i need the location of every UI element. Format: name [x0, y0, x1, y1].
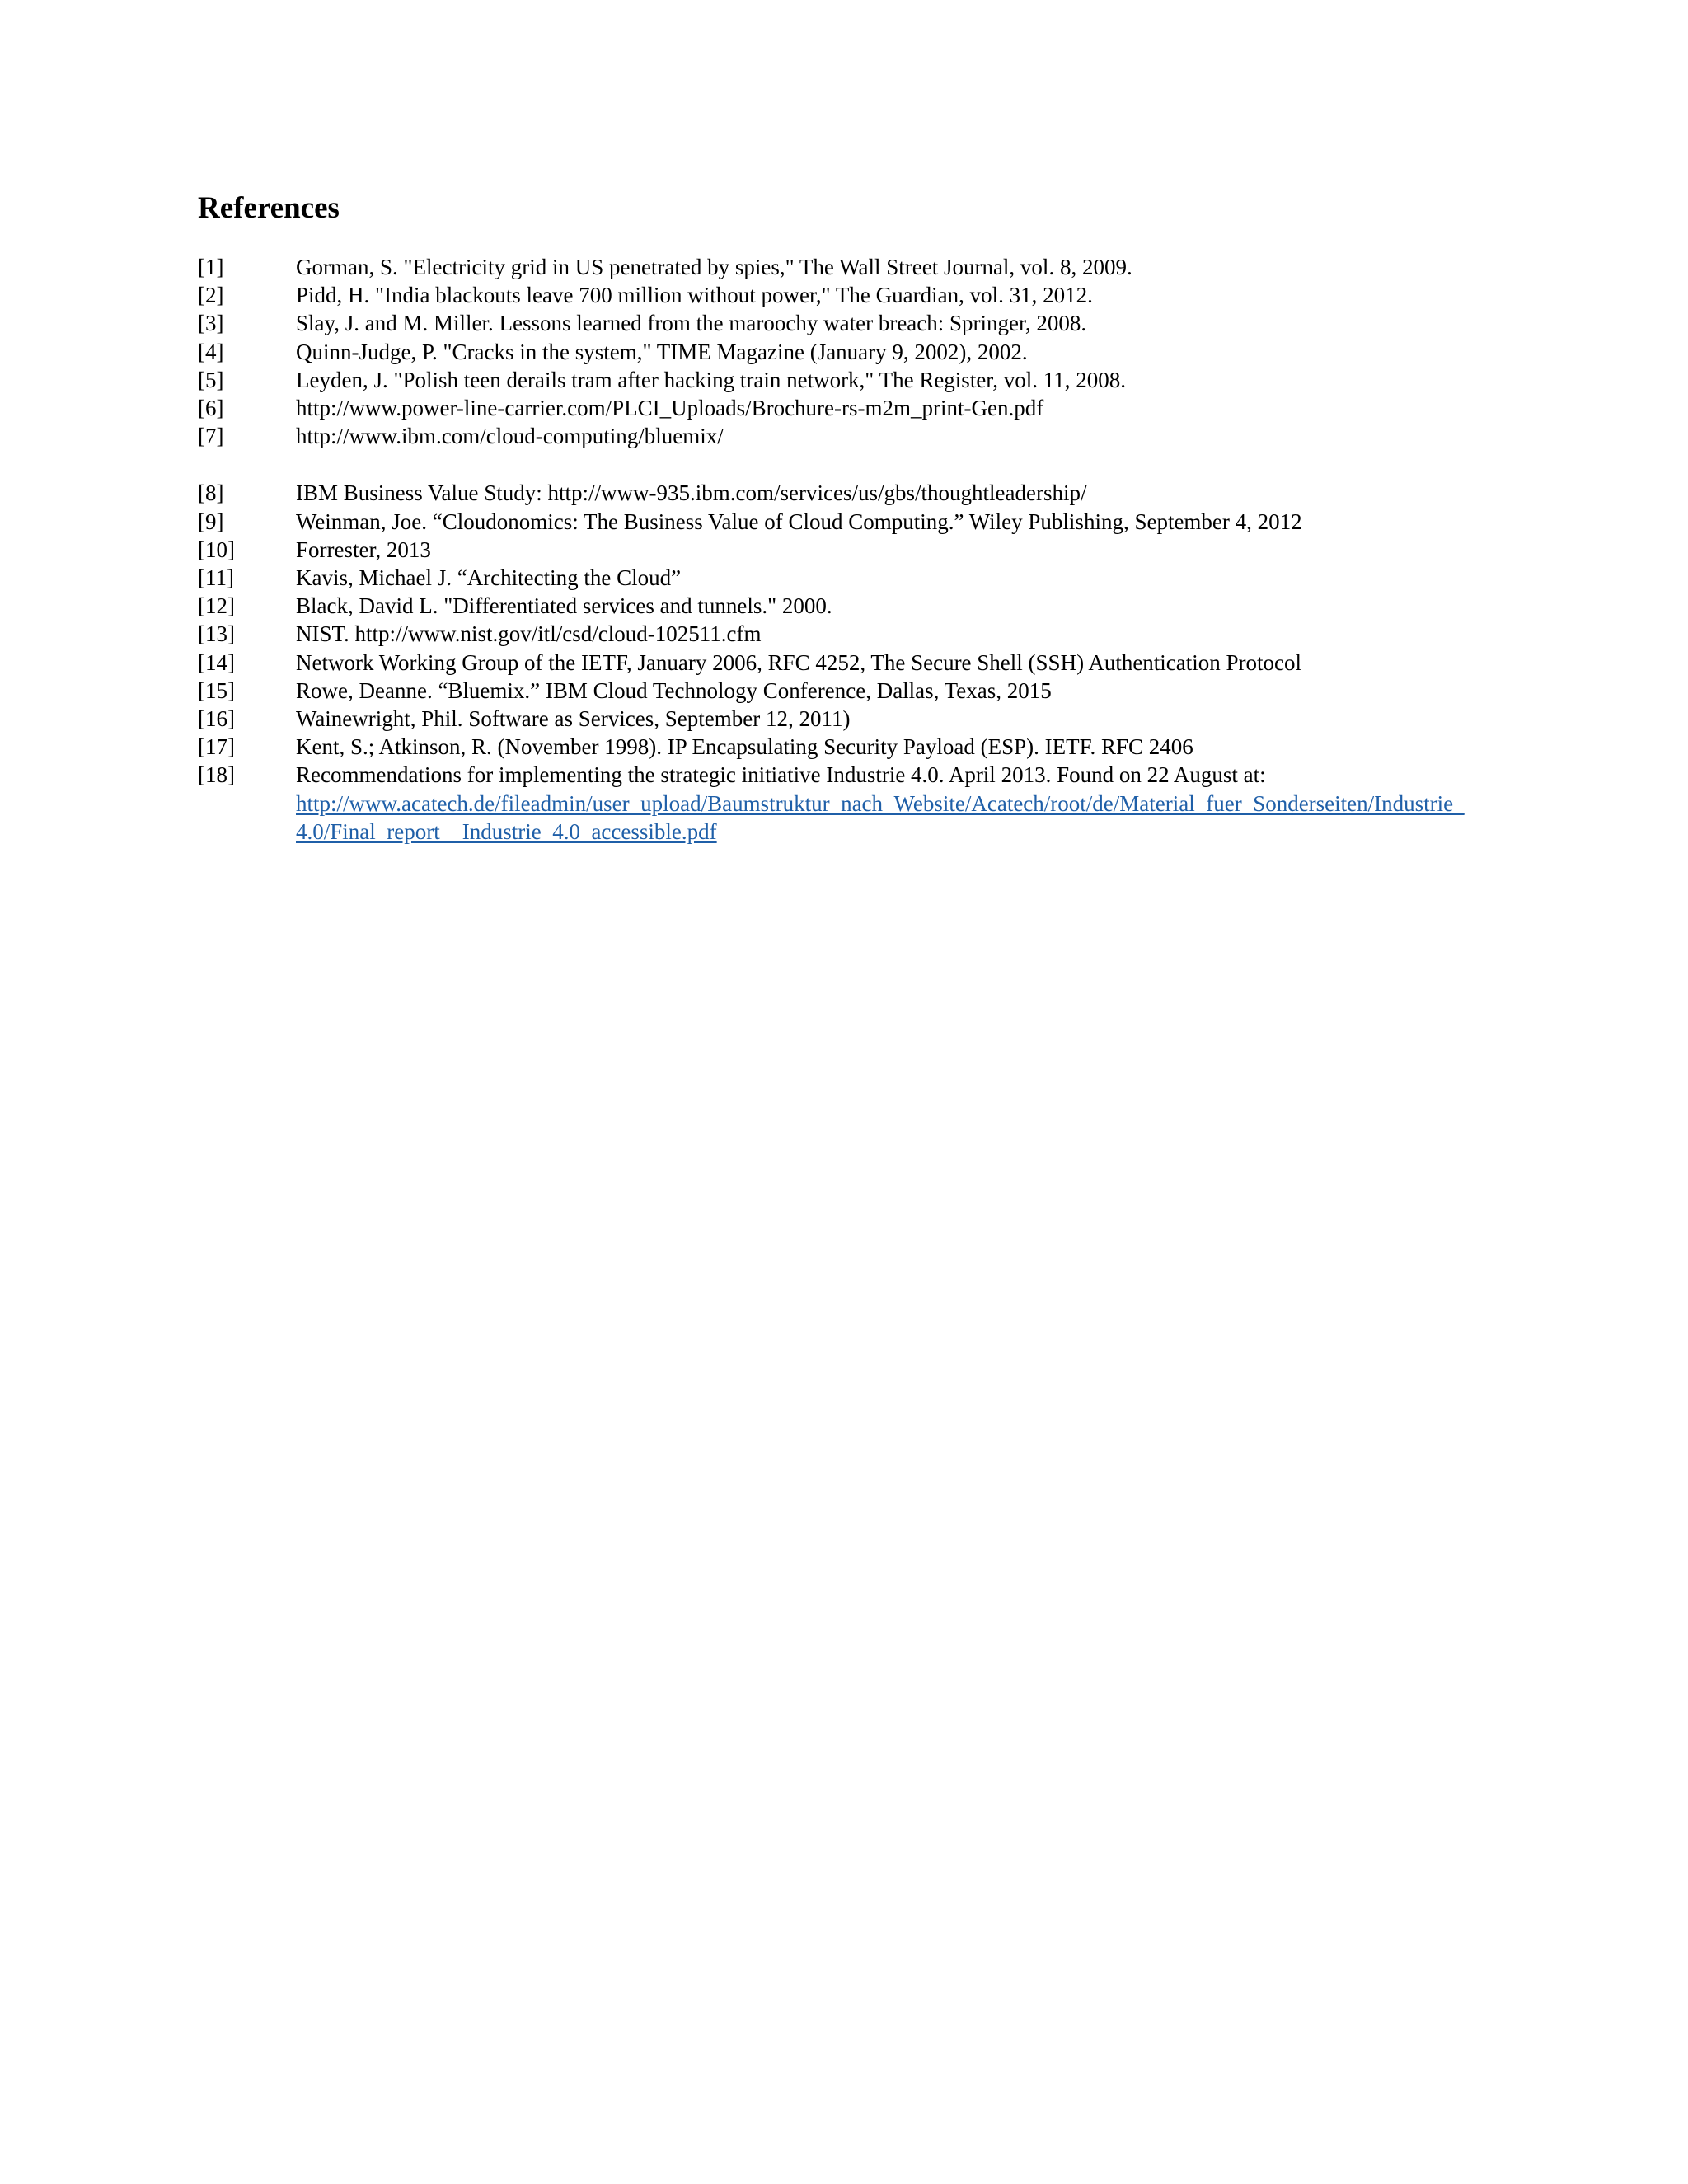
reference-item-8 [198, 479, 1480, 507]
reference-number: [1] [198, 255, 224, 279]
reference-text: Kent, S.; Atkinson, R. (November 1998). IP Encapsulating Security Payload (ESP). IETF. RFC 2406 [296, 734, 1193, 760]
reference-text: Black, David L. "Differentiated services and tunnels." 2000. [296, 593, 832, 619]
reference-number: [12] [198, 593, 235, 619]
reference-text: Quinn-Judge, P. "Cracks in the system," TIME Magazine (January 9, 2002), 2002. [296, 339, 1028, 364]
reference-item-14 [198, 649, 1480, 677]
reference-text: IBM Business Value Study: http://www-935.ibm.com/services/us/gbs/thoughtleadership/ [296, 480, 1087, 506]
reference-item-12 [198, 592, 1480, 620]
reference-item-9 [198, 508, 1480, 536]
reference-item-7 [198, 422, 1480, 450]
reference-number: [4] [198, 339, 224, 364]
reference-number: [6] [198, 396, 224, 421]
reference-text: Forrester, 2013 [296, 537, 431, 562]
reference-number: [16] [198, 706, 235, 732]
reference-text: http://www.power-line-carrier.com/PLCI_Uploads/Brochure-rs-m2m_print-Gen.pdf [296, 396, 1044, 421]
reference-text: Gorman, S. "Electricity grid in US penetrated by spies," The Wall Street Journal, vol. 8, 2009. [296, 255, 1132, 279]
reference-text: Leyden, J. "Polish teen derails tram after hacking train network," The Register, vol. 11, 2008. [296, 367, 1126, 392]
references-heading: References [198, 191, 340, 225]
reference-link[interactable]: http://www.acatech.de/fileadmin/user_upload/Baumstruktur_nach_Website/Acatech/root/de/Material_fuer_Sonderseiten/Industrie_4.0/Final_report__Industrie_4.0_accessible.pdf [296, 790, 1465, 844]
reference-item-2 [198, 281, 1480, 309]
reference-text: Recommendations for implementing the strategic initiative Industrie 4.0. April 2013. Found on 22 August at: [296, 762, 1266, 788]
reference-number: [9] [198, 509, 224, 534]
reference-item-16 [198, 705, 1480, 733]
reference-item-3 [198, 309, 1480, 337]
reference-text: Pidd, H. "India blackouts leave 700 million without power," The Guardian, vol. 31, 2012. [296, 283, 1093, 308]
reference-number: [5] [198, 367, 224, 392]
reference-item-13 [198, 620, 1480, 648]
reference-text: Kavis, Michael J. “Architecting the Cloud” [296, 565, 682, 591]
reference-text-container [296, 761, 1480, 846]
reference-number: [15] [198, 677, 235, 703]
reference-item-6 [198, 394, 1480, 422]
reference-list [198, 253, 1480, 846]
reference-text: NIST. http://www.nist.gov/itl/csd/cloud-102511.cfm [296, 621, 762, 647]
reference-number: [14] [198, 649, 235, 675]
reference-text: Network Working Group of the IETF, January 2006, RFC 4252, The Secure Shell (SSH) Authentication Protocol [296, 649, 1302, 675]
reference-number: [11] [198, 565, 234, 591]
reference-item-17 [198, 733, 1480, 761]
reference-number: [18] [198, 762, 235, 788]
reference-text: Rowe, Deanne. “Bluemix.” IBM Cloud Technology Conference, Dallas, Texas, 2015 [296, 677, 1052, 703]
reference-text: Slay, J. and M. Miller. Lessons learned from the maroochy water breach: Springer, 2008. [296, 311, 1087, 336]
reference-item-4 [198, 338, 1480, 366]
reference-item-5 [198, 366, 1480, 394]
reference-text: Wainewright, Phil. Software as Services, September 12, 2011) [296, 706, 851, 732]
reference-item-15 [198, 677, 1480, 705]
reference-number: [2] [198, 283, 224, 308]
references-page [198, 190, 1480, 846]
reference-item-11 [198, 564, 1480, 592]
reference-item-10 [198, 536, 1480, 564]
reference-text: http://www.ibm.com/cloud-computing/bluemix/ [296, 424, 724, 449]
reference-item-18 [198, 761, 1480, 846]
reference-number: [13] [198, 621, 235, 647]
reference-number: [10] [198, 537, 235, 562]
reference-number: [3] [198, 311, 224, 336]
reference-text: Weinman, Joe. “Cloudonomics: The Business Value of Cloud Computing.” Wiley Publishing, September 4, 2012 [296, 509, 1302, 534]
reference-item-1 [198, 253, 1480, 281]
reference-number: [8] [198, 480, 224, 506]
reference-number: [7] [198, 424, 224, 449]
reference-number: [17] [198, 734, 235, 760]
